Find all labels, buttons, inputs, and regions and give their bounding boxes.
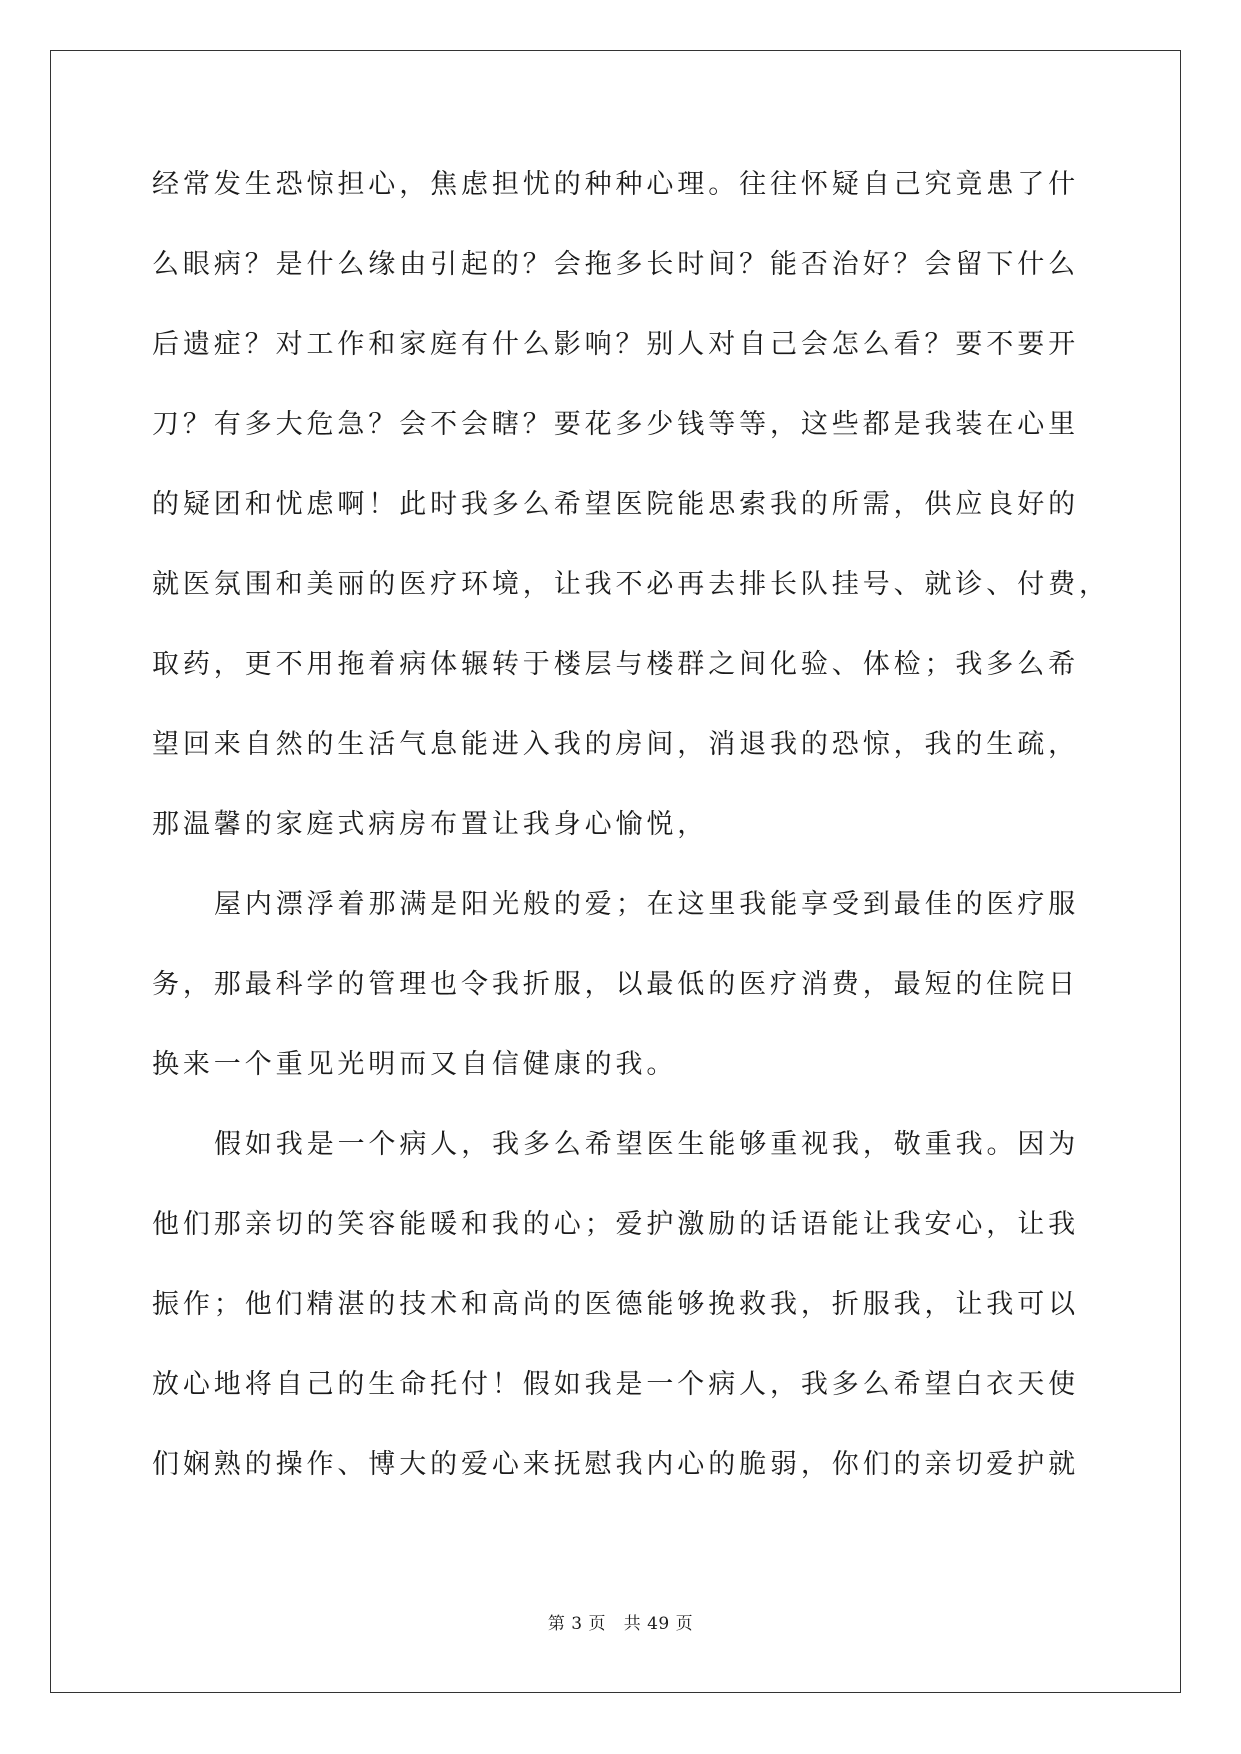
page-number: 第 3 页 — [547, 1614, 606, 1634]
text-line: 么眼病？是什么缘由引起的？会拖多长时间？能否治好？会留下什么 — [152, 249, 1079, 280]
text-line: 取药，更不用拖着病体辗转于楼层与楼群之间化验、体检；我多么希 — [152, 649, 1079, 680]
page-footer — [0, 1609, 1241, 1634]
total-pages: 共 49 页 — [623, 1614, 694, 1634]
text-line: 的疑团和忧虑啊！此时我多么希望医院能思索我的所需，供应良好的 — [152, 489, 1079, 520]
text-line: 那温馨的家庭式病房布置让我身心愉悦， — [152, 809, 709, 840]
text-line: 后遗症？对工作和家庭有什么影响？别人对自己会怎么看？要不要开 — [152, 329, 1079, 360]
paragraph-start-line: 屋内漂浮着那满是阳光般的爱；在这里我能享受到最佳的医疗服 — [214, 889, 1080, 920]
paragraph-start-line: 假如我是一个病人，我多么希望医生能够重视我，敬重我。因为 — [214, 1129, 1080, 1160]
text-line: 刀？有多大危急？会不会瞎？要花多少钱等等，这些都是我装在心里 — [152, 409, 1079, 440]
text-line: 振作；他们精湛的技术和高尚的医德能够挽救我，折服我，让我可以 — [152, 1289, 1079, 1320]
text-line: 望回来自然的生活气息能进入我的房间，消退我的恐惊，我的生疏， — [152, 729, 1079, 760]
text-line: 经常发生恐惊担心，焦虑担忧的种种心理。往往怀疑自己究竟患了什 — [152, 169, 1079, 200]
text-line: 务，那最科学的管理也令我折服，以最低的医疗消费，最短的住院日 — [152, 969, 1079, 1000]
text-line: 就医氛围和美丽的医疗环境，让我不必再去排长队挂号、就诊、付费， — [152, 569, 1110, 600]
text-line: 他们那亲切的笑容能暖和我的心；爱护激励的话语能让我安心，让我 — [152, 1209, 1079, 1240]
text-line: 放心地将自己的生命托付！假如我是一个病人，我多么希望白衣天使 — [152, 1369, 1079, 1400]
text-line: 换来一个重见光明而又自信健康的我。 — [152, 1049, 678, 1080]
document-body — [152, 160, 1110, 1520]
text-line: 们娴熟的操作、博大的爱心来抚慰我内心的脆弱，你们的亲切爱护就 — [152, 1449, 1079, 1480]
